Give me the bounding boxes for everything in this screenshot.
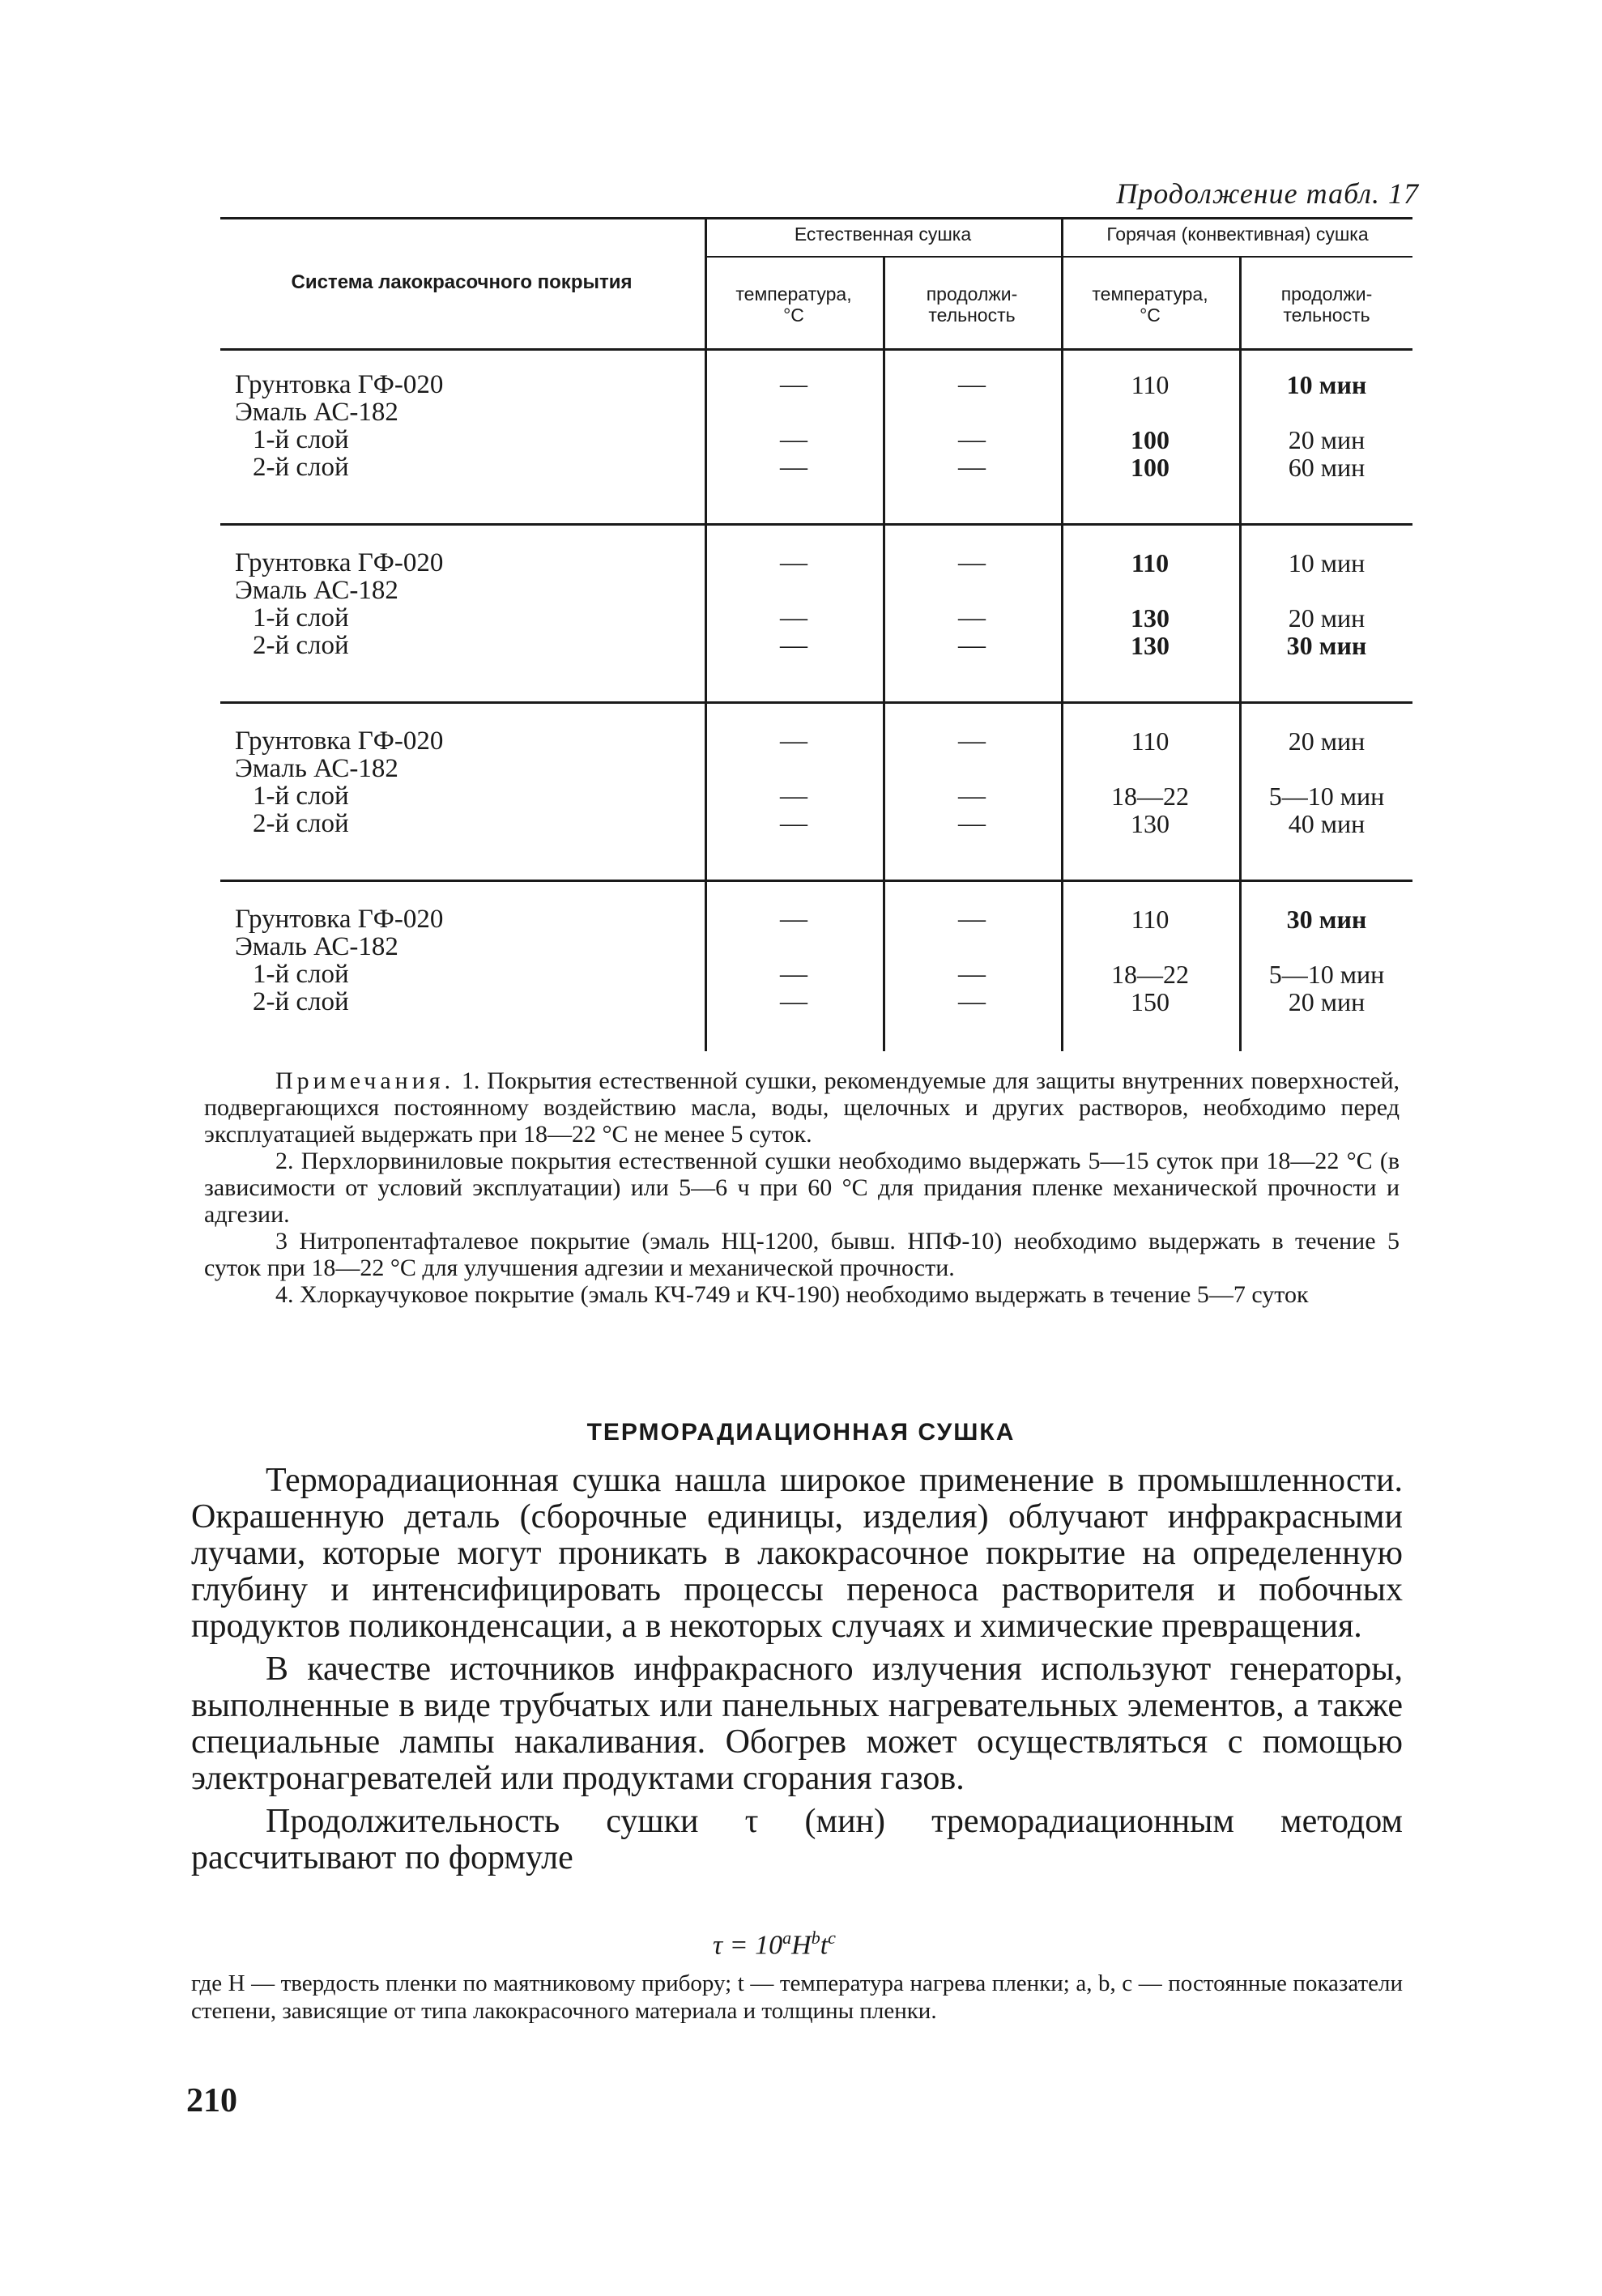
natural-duration-cell: — (958, 547, 986, 577)
natural-temp-cell: — (780, 630, 807, 660)
natural-duration-cell: — (958, 781, 986, 811)
natural-temp-cell: — (780, 959, 807, 989)
table-row-group-3 (220, 727, 1412, 881)
notes-label: Примечания. (275, 1067, 455, 1094)
natural-temp-cell: — (780, 547, 807, 577)
hot-duration-cell: 30 мин (1286, 905, 1367, 934)
paragraph: В качестве источников инфракрасного излучения используют генераторы, выполненные в виде трубчатых или панельных нагревательных элементов, а также специальные лампы накаливания. Обогрев может осуществляться с помощью электронагревателей или продуктами сгорания газов. (191, 1651, 1403, 1797)
table-row-group-1 (220, 371, 1412, 525)
hot-temp-cell: 110 (1131, 905, 1170, 934)
paragraph: Терморадиационная сушка нашла широкое применение в промышленности. Окрашенную деталь (сборочные единицы, изделия) облучают инфракрасными лучами, которые могут проникать в лакокрасочное покрытие на определенную глубину и интенсифицировать процессы переноса растворителя и побочных продуктов поликонденсации, а в некоторых случаях и химические превращения. (191, 1462, 1403, 1645)
hot-temp-cell: 110 (1131, 370, 1170, 399)
natural-duration-cell: — (958, 726, 986, 756)
hot-duration-cell: 20 мин (1288, 603, 1366, 633)
note-1: Примечания. 1. Покрытия естественной сушки, рекомендуемые для защиты внутренних поверхностей, подвергающихся постоянному воздействию масла, воды, щелочных и других растворов, необходимо перед эксплуатацией выдержать при 18—22 °С не менее 5 суток. (204, 1067, 1400, 1148)
natural-temp-cell: — (780, 424, 807, 454)
drying-time-formula: $\tau = 10^aH^bt^c$ (713, 1928, 836, 1961)
natural-temp-cell: — (780, 603, 807, 633)
hot-temp-cell: 130 (1131, 631, 1170, 660)
natural-temp-cell: — (780, 369, 807, 399)
hot-duration-cell: 20 мин (1288, 425, 1366, 454)
hot-temp-cell: 100 (1131, 453, 1170, 482)
header-natural-temperature: температура, °С (735, 283, 852, 326)
system-line-layer2: 2-й слой (253, 987, 349, 1016)
system-line-primer: Грунтовка ГФ-020 (235, 726, 444, 756)
header-hot-temperature: температура, °С (1092, 283, 1208, 326)
hot-duration-cell: 5—10 мин (1268, 782, 1385, 811)
hot-temp-cell: 130 (1131, 603, 1170, 633)
table-notes (204, 1067, 1400, 1308)
hot-duration-cell: 10 мин (1286, 370, 1367, 399)
natural-duration-cell: — (958, 959, 986, 989)
system-line-layer2: 2-й слой (253, 809, 349, 838)
hot-duration-cell: 20 мин (1288, 726, 1366, 756)
natural-duration-cell: — (958, 630, 986, 660)
hot-temp-cell: 18—22 (1111, 960, 1189, 989)
natural-temp-cell: — (780, 452, 807, 482)
system-line-primer: Грунтовка ГФ-020 (235, 905, 444, 934)
natural-temp-cell: — (780, 986, 807, 1016)
table-continuation-label: Продолжение табл. 17 (1116, 177, 1419, 210)
system-line-primer: Грунтовка ГФ-020 (235, 548, 444, 577)
hot-temp-cell: 110 (1131, 726, 1170, 756)
hot-duration-cell: 40 мин (1288, 809, 1366, 838)
system-line-enamel: Эмаль АС-182 (235, 576, 398, 605)
header-hot-duration: продолжи- тельность (1280, 283, 1373, 326)
hot-temp-cell: 130 (1131, 809, 1170, 838)
note-2: 2. Перхлорвиниловые покрытия естественной сушки необходимо выдержать 5—15 суток при 18—22 °С (в зависимости от условий эксплуатации) или 5—6 ч при 60 °С для придания пленке механической прочности и адгезии. (204, 1148, 1400, 1228)
system-line-enamel: Эмаль АС-182 (235, 754, 398, 783)
header-bottom-rule (220, 348, 1412, 351)
natural-duration-cell: — (958, 986, 986, 1016)
table-row-group-4 (220, 905, 1412, 1059)
natural-duration-cell: — (958, 452, 986, 482)
table-row-group-2 (220, 549, 1412, 703)
hot-temp-cell: 110 (1131, 548, 1170, 577)
paragraph: Продолжительность сушки τ (мин) треморадиационным методом рассчитывают по формуле (191, 1803, 1403, 1876)
system-line-primer: Грунтовка ГФ-020 (235, 370, 444, 399)
natural-duration-cell: — (958, 369, 986, 399)
hot-duration-cell: 5—10 мин (1268, 960, 1385, 989)
natural-duration-cell: — (958, 424, 986, 454)
page-number: 210 (186, 2082, 237, 2119)
hot-temp-cell: 100 (1131, 425, 1170, 454)
natural-temp-cell: — (780, 726, 807, 756)
table-top-rule (220, 217, 1412, 219)
system-line-enamel: Эмаль АС-182 (235, 932, 398, 961)
header-group-rule (706, 256, 1412, 258)
natural-temp-cell: — (780, 808, 807, 838)
hot-duration-cell: 20 мин (1288, 987, 1366, 1016)
natural-duration-cell: — (958, 808, 986, 838)
natural-duration-cell: — (958, 904, 986, 934)
header-hot-drying: Горячая (конвективная) сушка (1106, 224, 1369, 245)
drying-table (220, 217, 1412, 1051)
hot-duration-cell: 10 мин (1288, 548, 1366, 577)
note-4: 4. Хлоркаучуковое покрытие (эмаль КЧ-749 и КЧ-190) необходимо выдержать в течение 5—7 суток (275, 1281, 1309, 1308)
hot-duration-cell: 30 мин (1286, 631, 1367, 660)
section-heading: ТЕРМОРАДИАЦИОННАЯ СУШКА (586, 1419, 1016, 1446)
header-natural-duration: продолжи- тельность (926, 283, 1018, 326)
natural-temp-cell: — (780, 781, 807, 811)
section-body (191, 1463, 1403, 1883)
header-natural-drying: Естественная сушка (794, 224, 972, 245)
system-line-layer2: 2-й слой (253, 631, 349, 660)
system-line-layer1: 1-й слой (253, 603, 349, 633)
natural-duration-cell: — (958, 603, 986, 633)
hot-temp-cell: 150 (1131, 987, 1170, 1016)
natural-temp-cell: — (780, 904, 807, 934)
hot-temp-cell: 18—22 (1111, 782, 1189, 811)
system-line-enamel: Эмаль АС-182 (235, 398, 398, 427)
system-line-layer1: 1-й слой (253, 425, 349, 454)
hot-duration-cell: 60 мин (1288, 453, 1366, 482)
note-3: 3 Нитропентафталевое покрытие (эмаль НЦ-1200, бывш. НПФ-10) необходимо выдержать в течение 5 суток при 18—22 °С для улучшения адгезии и механической прочности. (204, 1228, 1400, 1281)
system-line-layer2: 2-й слой (253, 453, 349, 482)
header-system: Система лакокрасочного покрытия (291, 271, 633, 293)
system-line-layer1: 1-й слой (253, 782, 349, 811)
formula-explanation: где H — твердость пленки по маятниковому прибору; t — температура нагрева пленки; a, b, c — постоянные показатели степени, зависящие от типа лакокрасочного материала и толщины пленки. (191, 1970, 1403, 2024)
system-line-layer1: 1-й слой (253, 960, 349, 989)
